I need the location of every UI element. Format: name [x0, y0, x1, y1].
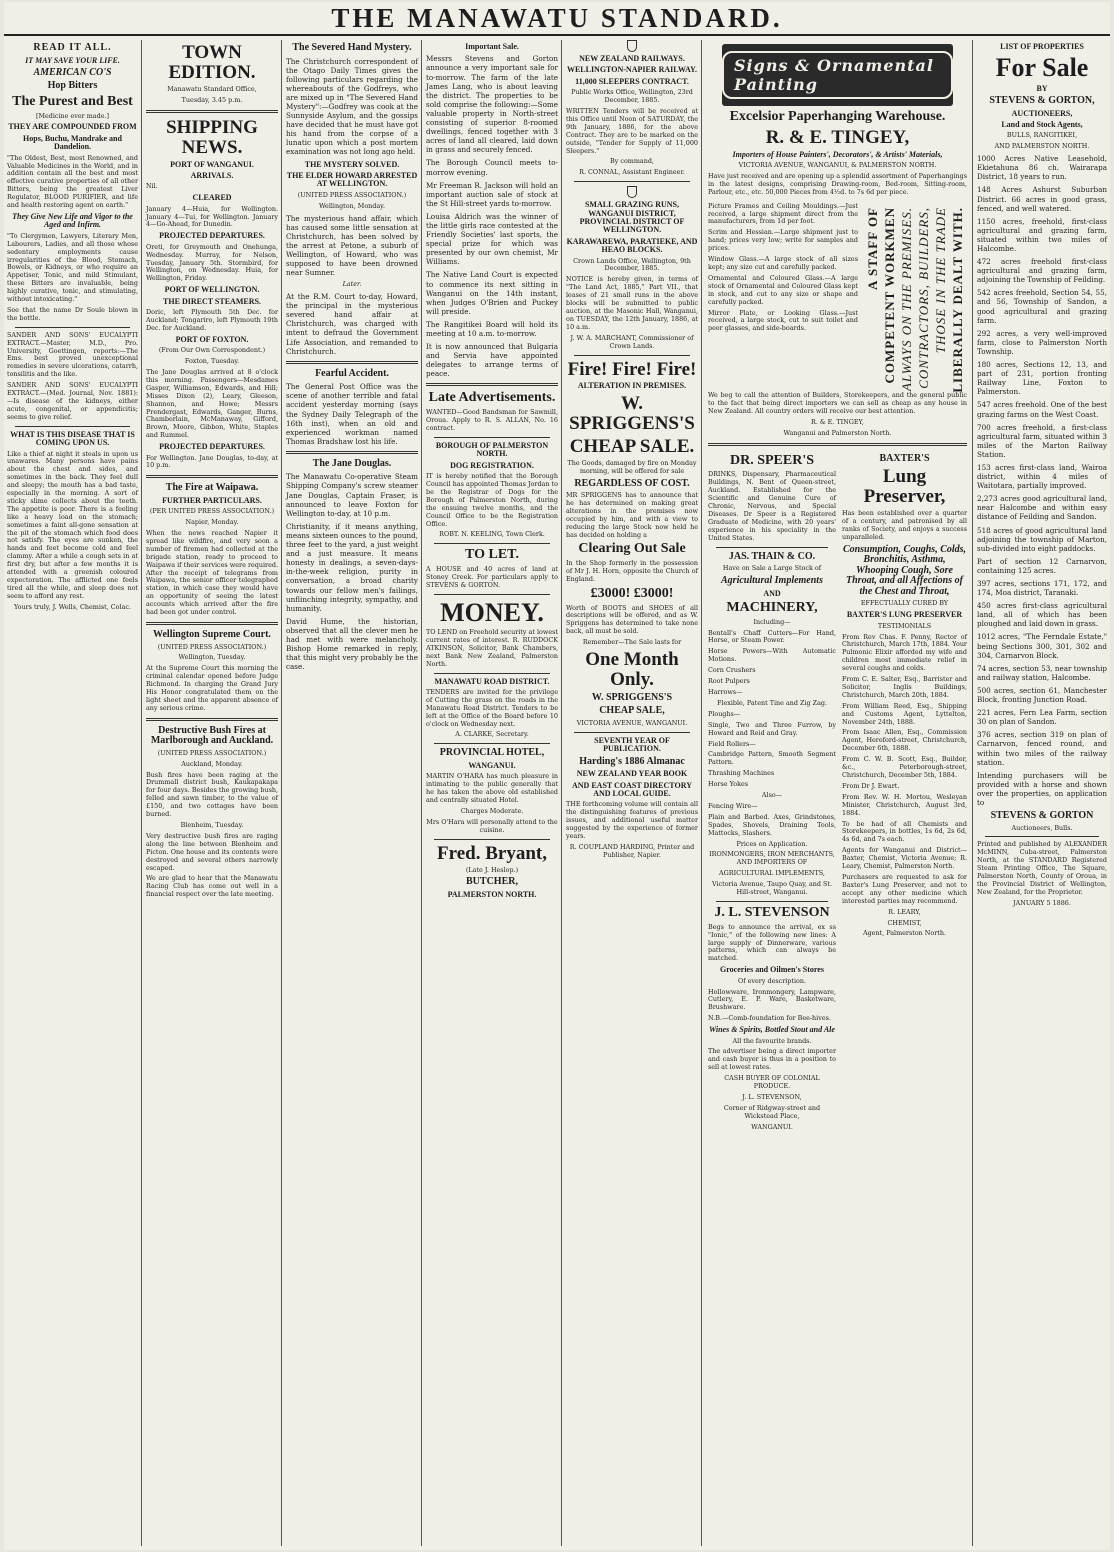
property-item: 74 acres, section 53, near township and railway station, Halcombe.: [977, 663, 1107, 682]
divider: [708, 443, 967, 446]
regardless-heading: REGARDLESS OF COST.: [574, 477, 690, 489]
bulgaria-item: It is now announced that Bulgaria and Servia have appointed delegates to arrange terms of peace.: [426, 342, 558, 379]
money-body: TO LEND on Freehold security at lowest current rates of interest. R. RUDDOCK ATKINSON, Solicitor, Bank Chambers, next Bank New Zealand, Palmerston North.: [426, 628, 558, 668]
list-of-properties-heading: LIST OF PROPERTIES: [1000, 42, 1084, 51]
stevenson-signature: J. L. STEVENSON,: [742, 1092, 802, 1101]
divider: [286, 361, 418, 364]
purchasers-line: Purchasers are requested to ask for Baxter's Lung Preserver, and not to accept any other medicine which interested parties may recommend.: [842, 872, 967, 905]
property-item: 518 acres of good agricultural land adjoining the township of Marton, sub-divided into eight paddocks.: [977, 525, 1107, 553]
ploughs-item: Ploughs—: [708, 709, 741, 718]
window-glass-item: Window Glass.—A large stock of all sizes kept; any size cut and carefully packed.: [708, 255, 858, 271]
tingey-body: Have just received and are opening up a splendid assortment of Paperhangings in the latest designs, comprising Drawing-room, Bed-room, Sitting-room, Parlour, etc., etc. 50,000 Pieces from 4½d. to 7s 6d per piece.: [708, 171, 967, 196]
column-1: [4, 40, 142, 1546]
sleepers-heading: 11,000 SLEEPERS CONTRACT.: [575, 76, 689, 86]
projected-body: Oreti, for Greymouth and Onehunga, Wednesday. Murray, for Nelson, Tuesday, January 5th. Stormbird, for Wellington, on Wednesday. Huia, for Wellington, Friday.: [146, 242, 278, 283]
horse-powers-item: Horse Powers—With Automatic Motions.: [708, 647, 836, 664]
alteration-heading: ALTERATION IN PREMISES.: [577, 381, 687, 391]
printer-imprint: Printed and published by ALEXANDER McMINN, Cuba-street, Palmerston North, at the STANDARD Registered Steam Printing Office, The Square, Palmerston North, County of Oroua, in the Provincial District of Wellington, New Zealand, for the Proprietor.: [977, 840, 1107, 896]
property-item: 1000 Acres Native Leasehold, Ekietahuna 86 ch. Wairarapa District, 18 years to run.: [977, 154, 1107, 182]
divider: [426, 383, 558, 386]
tingey-products: [708, 203, 967, 393]
property-item: 180 acres, Sections 12, 13, and part of 231, portion fronting Railway Line, Foxton to Palmerston.: [977, 360, 1107, 397]
projected-label: PROJECTED DEPARTURES.: [159, 231, 265, 241]
testimonials-label: TESTIMONIALS: [877, 621, 932, 630]
victoria-line: VICTORIA AVENUE, WANGANUI.: [576, 718, 688, 727]
spriggens-body: MR SPRIGGENS has to announce that he has determined on making great alterations in the premises now occupied by him, and with a view to reducing the large Stock now held he has decided on holding a: [566, 491, 698, 539]
divider: [146, 475, 278, 478]
property-item: 376 acres, section 319 on plan of Carnarvon, fenced round, and within two miles of the railway station.: [977, 730, 1107, 767]
property-item: Part of section 12 Carnarvon, containing 125 acres.: [977, 556, 1107, 575]
road-district-body: TENDERS are invited for the privilege of Cutting the grass on the roads in the Manawatu Road District. Tenders to be left at the Office of the Board before 10 o'clock on Wednesday next.: [426, 687, 558, 728]
hollowware-line: Hollowware, Ironmongery, Lampware, Cutlery, E. P. Ware, Basketware, Brushware.: [708, 987, 836, 1012]
provincial-hotel-town: WANGANUI.: [468, 760, 516, 770]
fire-fire-heading: Fire! Fire! Fire!: [567, 358, 697, 380]
jane-douglas-body: The Manawatu Co-operative Steam Shipping Company's screw steamer Jane Douglas, Captain Fraser, is announced to leave Foxton for Wellington to-day, at 10 p.m.: [286, 472, 418, 518]
eucalypti-ad-2: SANDER AND SONS' EUCALYPTI EXTRACT.—(Med. Journal, Nov. 1881):—Is disease of the kidneys, either acute, congenital, or appendicitis; seems to give relief.: [7, 381, 138, 421]
excelsior-heading: Excelsior Paperhanging Warehouse.: [729, 109, 946, 124]
tender-body: WRITTEN Tenders will be received at this Office until Noon of SATURDAY, the 9th January, 1886, for the above Contract. They are to be marked on the outside, "Tender for Supply of 11,000 Sleepers.": [566, 106, 698, 155]
consumption-heading: Consumption, Coughs, Colds, Bronchitis, Asthma, Whooping Cough, Sore Throat, and all Affections of the Chest and Throat,: [842, 543, 967, 597]
fencing-item: Fencing Wire—: [708, 801, 758, 810]
supreme-heading: Wellington Supreme Court.: [153, 629, 271, 641]
testimonial-1: From Rev Chas. F. Penny, Rector of Christchurch, March 17th, 1884. Your Pulmonic Elixir afforded my wife and children most immediate relief in several coughs and colds.: [842, 632, 967, 673]
arrested-body: The mysterious hand affair, which has caused some little sensation at Christchurch, has been solved by the arrest at Petone, a suburb of Wellington, of Howard, who was supposed to have been drowned near Sumner.: [286, 213, 418, 278]
mystery-solved-heading: THE MYSTERY SOLVED.: [304, 159, 400, 169]
agents-line: Agents for Wanganui and District—Baxter, Chemist, Victoria Avenue; R. Leary, Chemist, Palmerston North.: [842, 846, 967, 871]
borough-pn-heading: BOROUGH OF PALMERSTON NORTH.: [435, 440, 549, 459]
dog-registration-signature: ROBT. N. KEELING, Town Clerk.: [439, 530, 545, 539]
stevenson-body: Begs to announce the arrival, ex ss "Ionic," of the following new lines: A large supply of Dinnerware, various patterns, which can always be matched.: [708, 922, 836, 963]
bush-fires-heading: Destructive Bush Fires at Marlborough and Auckland.: [150, 724, 274, 747]
arrested-date: Wellington, Monday.: [319, 201, 385, 210]
provincial-hotel-cuisine: Mrs O'Hara will personally attend to the cuisine.: [426, 817, 558, 834]
vertical-line-2: COMPETENT WORKMEN: [881, 206, 897, 384]
purest-heading: The Purest and Best: [12, 93, 133, 109]
vertical-line-3: ALWAYS ON THE PREMISES.: [898, 206, 914, 391]
bulls-line: BULLS, RANGITIKEI,: [1006, 131, 1078, 140]
direct-steamers-label: THE DIRECT STEAMERS.: [163, 296, 261, 306]
racing-club-item: We are glad to hear that the Manawatu Racing Club has come out well in a financial respect over the late meeting.: [146, 874, 278, 899]
property-item: 547 acres freehold. One of the best grazing farms on the West Coast.: [977, 400, 1107, 419]
important-sale-heading: Important Sale.: [465, 42, 519, 51]
wanted-ad: WANTED—Good Bandsman for Sawmill, Oroua. Apply to R. S. ALLAN, No. 16 contract.: [426, 408, 558, 432]
to-be-had-line: To be had of all Chemists and Storekeepers, in bottles, 1s 6d, 2s 6d, 4s 6d, and 7s each.: [842, 819, 967, 844]
masthead: [4, 2, 1110, 36]
column-7: [974, 40, 1110, 1546]
property-item: 292 acres, a very well-improved farm, close to Palmerston North Township.: [977, 328, 1107, 356]
ironmongers-line: IRONMONGERS, IRON MERCHANTS, AND IMPORTERS OF: [709, 850, 835, 867]
supreme-press: (UNITED PRESS ASSOCIATION.): [157, 642, 267, 651]
effectually-line: EFFECTUALLY CURED BY: [860, 599, 949, 608]
office-line: Manawatu Standard Office,: [167, 84, 257, 93]
worth-body: Worth of BOOTS and SHOES of all descriptions will be offered, and as W. Spriggens has determined to take none back, all must be sold.: [566, 603, 698, 636]
supreme-date: Wellington, Tuesday.: [178, 653, 246, 662]
late-ads-heading: Late Advertisements.: [428, 390, 556, 406]
lung-preserver-heading: Lung Preserver,: [863, 466, 946, 508]
clearing-sale-heading: Clearing Out Sale: [578, 541, 686, 557]
supreme-body: At the Supreme Court this morning the criminal calendar opened before Judge Richmond. In charging the Grand Jury His Honor congratulated them on the light sheet and the apparent absence of any serious crime.: [146, 664, 278, 712]
divider: [286, 451, 418, 454]
port-foxton: PORT OF FOXTON.: [175, 334, 249, 344]
fire-press: (PER UNITED PRESS ASSOCIATION.): [149, 507, 275, 516]
borough-item: The Borough Council meets to-morrow evening.: [426, 158, 558, 177]
mirror-plate-item: Mirror Plate, or Looking Glass.—Just received, a large stock, cut to suit toilet and peer glasses, and side-boards.: [708, 308, 858, 333]
hume-item: David Hume, the historian, observed that all the clever men he had met with were melancholy. Bishop Home remarked in reply, that this might very probably be the case.: [286, 616, 418, 672]
divider: [716, 547, 828, 548]
comb-foundation-line: N.B.—Comb-foundation for Bee-hives.: [708, 1014, 831, 1023]
fire-date: Napier, Monday.: [185, 518, 239, 527]
severed-hand-heading: The Severed Hand Mystery.: [292, 42, 412, 53]
later-body: At the R.M. Court to-day, Howard, the principal in the mysterious severed hand affair at Christchurch, was charged with intent to defraud the Government Life Association, and remanded to Christchurch.: [286, 292, 418, 356]
read-it-heading: READ IT ALL.: [33, 42, 112, 53]
property-item: 450 acres first-class agricultural land, all of which has been ploughed and laid down in grass.: [977, 601, 1107, 629]
cheap-sale-heading: CHEAP SALE.: [569, 435, 695, 457]
to-let-body: A HOUSE and 40 acres of land at Stoney Creek. For particulars apply to STEVENS & GORTON.: [426, 565, 558, 589]
bentall-item: Bentall's Chaff Cutters—For Hand, Horse, or Steam Power.: [708, 628, 836, 645]
marchant-signature: J. W. A. MARCHANT, Commissioner of Crown Lands.: [570, 333, 694, 350]
fred-bryant-heading: Fred. Bryant,: [437, 842, 547, 864]
harding-body: THE forthcoming volume will contain all the distinguishing features of previous issues, and additional useful matter suggested by the experience of former years.: [566, 800, 698, 840]
testimonial-5: From C. W. B. Scott, Esq., Builder, &c., Peterborough-street, Christchurch, December 5th, 1884.: [842, 755, 967, 779]
divider: [15, 426, 130, 427]
tingey-product-list: [708, 203, 858, 393]
column-6: [703, 40, 973, 1546]
property-item: 700 acres freehold, a first-class agricultural farm, situated within 3 miles of the Marton Railway Station.: [977, 422, 1107, 459]
jane-douglas-heading: The Jane Douglas.: [312, 457, 392, 469]
leary-signature: R. LEARY,: [888, 907, 921, 916]
butcher-label: BUTCHER,: [466, 876, 518, 888]
foxton-correspondent: (From Our Own Correspondent.): [158, 346, 266, 355]
provincial-hotel-heading: PROVINCIAL HOTEL,: [439, 747, 545, 759]
agri-implements-line: AGRICULTURAL IMPLEMENTS,: [719, 869, 825, 878]
fearful-accident-body: The General Post Office was the scene of another terrible and fatal accident yesterday morning (says the Sydney Daily Telegraph of the 16th inst), when an old and experienced workman named Thomas Bradshaw lost his life.: [286, 382, 418, 446]
agri-implements-heading: Agricultural Implements: [721, 575, 823, 587]
thain-stock-line: Have on Sale a Large Stock of: [722, 564, 822, 573]
corn-crushers-item: Corn Crushers: [708, 666, 756, 675]
stevens-gorton-signature: STEVENS & GORTON: [990, 810, 1094, 822]
testimonial-7: From Rev. W. H. Mortou, Wesleyan Minister, Christchurch, August 3rd, 1884.: [842, 792, 967, 817]
tingey-address: VICTORIA AVENUE, WANGANUI, & PALMERSTON NORTH.: [738, 161, 937, 170]
disease-heading: WHAT IS THIS DISEASE THAT IS COMING UPON US.: [10, 429, 135, 448]
foxton-body: The Jane Douglas arrived at 8 o'clock this morning. Passengers—Mesdames Gasper, Williamson, Edwards, and Hill; Misses Dixon (2), Leary, Gleeson, Shannon, and Howe; Messrs Prendergast, Edwards, Ganger, Burns, Chamberlain, McManaway, Gifford, Brown, Moore, Gibbon, White, Staples and Rummel.: [146, 367, 278, 440]
machinery-heading: MACHINERY,: [726, 599, 818, 615]
aldrich-item: Louisa Aldrich was the winner of the little girls race contested at the Friendly Societies' last sports, the special prize for which was presented by our own chemist, Mr Williams.: [426, 211, 558, 267]
property-item: 221 acres, Fern Lea Farm, section 30 on plan of Sandon.: [977, 708, 1107, 727]
shop-line: In the Shop formerly in the possession of Mr J. H. Horn, opposite the Church of England.: [566, 559, 698, 583]
blenheim-body: Very destructive bush fires are raging along the line between Blenheim and Picton. One house and its contents were destroyed and several others narrowly escaped.: [146, 831, 278, 872]
property-item: 397 acres, sections 171, 172, and 174, Moa district, Taranaki.: [977, 579, 1107, 598]
divider: [574, 181, 690, 182]
divider: [716, 901, 828, 902]
hop-bitters-body: "The Oldest, Best, most Renowned, and Valuable Medicines in the World, and in addition contain all the best and most effective curative properties of all other Bitters, being the greatest Liver Regulator, BLOOD PURIFIER, and life and health restoring agent on earth.": [7, 153, 138, 210]
new-life-heading: They Give New Life and Vigor to the Aged and Infirm.: [12, 212, 133, 230]
crown-lands-body: NOTICE is hereby given, in terms of "The Land Act, 1885," Part VII., that leases of 21 small runs in the above blocks will be submitted to public auction, at the Masonic Hall, Wanganui, on TUESDAY, the 12th January, 1886, at 10 a.m.: [566, 275, 698, 331]
picture-frames-item: Picture Frames and Ceiling Mouldings.—Just received, a large shipment direct from the manufacturers, from 1d per foot.: [708, 201, 858, 226]
column-3: [283, 40, 422, 1546]
harrows-item: Harrows—: [708, 687, 743, 696]
seventh-year-heading: SEVENTH YEAR OF PUBLICATION.: [594, 735, 670, 754]
goods-damaged-line: The Goods, damaged by fire on Monday morning, will be offered for sale: [567, 458, 697, 475]
fred-bryant-place: PALMERSTON NORTH.: [447, 889, 537, 899]
nz-railways-heading: NEW ZEALAND RAILWAYS.: [579, 54, 685, 63]
divider: [434, 743, 550, 744]
newspaper-page: [4, 2, 1110, 1550]
dog-registration-heading: DOG REGISTRATION.: [450, 460, 534, 470]
attention-body: We beg to call the attention of Builders, Storekeepers, and the general public to the fact that being direct importers we can sell as cheap as any house in New Zealand. All country orders will receive our best attention.: [708, 391, 967, 416]
tingey-places: Wanganui and Palmerston North.: [783, 428, 892, 437]
threshing-item: Thrashing Machines: [708, 769, 775, 778]
for-sale-heading: For Sale: [995, 53, 1089, 83]
compounded-line: THEY ARE COMPOUNDED FROM: [8, 122, 137, 132]
native-court-item: The Native Land Court is expected to commence its next sitting in Wanganui on the 14th instant, when Judges O'Brien and Puckey will preside.: [426, 270, 558, 316]
column-2: [143, 40, 282, 1546]
soule-notice: See that the name Dr Soule blown in the bottle.: [7, 305, 138, 322]
divider: [434, 543, 550, 544]
stevenson-heading: J. L. STEVENSON: [714, 905, 830, 920]
blenheim-date: Blenheim, Tuesday.: [180, 821, 244, 830]
hop-bitters-heading: Hop Bitters: [47, 80, 98, 92]
bush-body: Bush fires have been raging at the Drummall district bush, Kaukapakapa for four days. Besides the growing bush, felled and sawn timber, to the value of £150, and two cottages have been burned.: [146, 770, 278, 819]
masthead-title: THE MANAWATU STANDARD.: [331, 3, 783, 33]
testimonial-4: From Isaac Allen, Esq., Commission Agent, Hereford-street, Christchurch, December 6th, 1888.: [842, 728, 967, 753]
vertical-line-6: LIBERALLY DEALT WITH.: [950, 206, 966, 393]
field-rollers-item: Field Rollers—: [708, 739, 756, 748]
property-item: 500 acres, section 61, Manchester Block, fronting Junction Road.: [977, 685, 1107, 705]
year-book-heading: NEW ZEALAND YEAR BOOK: [576, 769, 688, 779]
harding-signature: R. COUPLAND HARDING, Printer and Publisher, Napier.: [569, 842, 695, 859]
harding-heading: Harding's 1886 Almanac: [579, 755, 685, 767]
property-item: 542 acres freehold, Section 54, 55, and 56, Township of Sandon, a good agricultural and grazing farm.: [977, 288, 1107, 325]
cleared-label: CLEARED: [192, 193, 232, 203]
spriggens-heading-2: W. SPRIGGENS'S: [591, 691, 673, 703]
port-wanganui: PORT OF WANGANUI.: [170, 159, 254, 169]
divider: [146, 718, 278, 721]
imprint-date: JANUARY 5 1886.: [1013, 898, 1071, 907]
divider: [434, 673, 550, 674]
property-item: 1012 acres, "The Ferndale Estate," being Sections 300, 301, 302 and 304, Carnarvon Block.: [977, 632, 1107, 660]
by-command: By command,: [610, 157, 654, 166]
shipping-heading: SHIPPING NEWS.: [166, 116, 258, 158]
thain-address: Victoria Avenue, Taupo Quay, and St. Hill-street, Wanganui.: [712, 880, 832, 897]
testimonial-3: From William Reed, Esq., Shipping and Customs Agent, Lyttelton, November 24th, 1888.: [842, 701, 967, 726]
severed-hand-body: The Christchurch correspondent of the Otago Daily Times gives the following particulars regarding the whereabouts of the Godfreys, who are mixed up in "The Severed Hand Mystery":—Godfrey was cook at the Sunnyside Asylum, and the gossips have decided that he must have got his hand from the corpse of a lunatic upon which a post mortem examination was not long ago held.: [286, 56, 418, 157]
direct-steamers-body: Doric, left Plymouth 5th Dec. for Auckland; Tongariro, left Plymouth 19th Dec. for Auckland.: [146, 308, 278, 332]
blocks-heading: KARAWAREWA, PARATIEKE, AND HEAO BLOCKS.: [566, 236, 698, 255]
vertical-line-5: THOSE IN THE TRADE: [933, 206, 949, 353]
vertical-line-1: A STAFF OF: [864, 206, 880, 290]
also-line: Also—: [761, 791, 783, 800]
ploughs-detail: Single, Two and Three Furrow, by Howard and Reid and Gray.: [708, 720, 836, 737]
palmerston-line: AND PALMERSTON NORTH.: [994, 142, 1090, 151]
pounds-heading: £3000! £3000!: [590, 585, 674, 601]
column-4: [423, 40, 562, 1546]
fencing-detail: Plain and Barbed. Axes, Grindstones, Spades, Shovels, Draining Tools, Mattocks, Slashers.: [708, 812, 836, 837]
property-item: 148 Acres Ashurst Suburban District. 66 acres in good grass, fenced, and well watered.: [977, 185, 1107, 213]
eucalypti-ad-1: SANDER AND SONS' EUCALYPTI EXTRACT.—Master, M.D., Pro. University, Goettingen, reports:—The Ems. best proved unexceptional remedies in severe ulcerations, catarrh, tonsilitis and the like.: [7, 330, 138, 379]
crest-icon: [627, 186, 637, 198]
fearful-accident-heading: Fearful Accident.: [315, 367, 389, 379]
crest-icon: [627, 40, 637, 52]
port-wellington: PORT OF WELLINGTON.: [164, 285, 260, 295]
field-rollers-detail: Cambridge Pattern, Smooth Segment Pattern.: [708, 750, 836, 767]
prices-line: Prices on Application.: [736, 839, 808, 848]
divider: [15, 327, 130, 328]
scrim-item: Scrim and Hessian.—Large shipment just to hand; prices very low; write for samples and prices.: [708, 228, 858, 253]
arrested-heading: THE ELDER HOWARD ARRESTED AT WELLINGTON.: [286, 170, 418, 189]
projected-label-2: PROJECTED DEPARTURES.: [159, 442, 265, 452]
signwriting-banner: [722, 44, 953, 106]
grazing-runs-heading: SMALL GRAZING RUNS, WANGANUI DISTRICT, PROVINCIAL DISTRICT OF WELLINGTON.: [579, 200, 685, 235]
by-label: BY: [1036, 83, 1048, 93]
east-coast-heading: AND EAST COAST DIRECTORY AND LOCAL GUIDE.: [572, 780, 692, 798]
vertical-notice: [864, 203, 967, 393]
and-line: AND: [763, 588, 781, 598]
groceries-heading: Groceries and Oilmen's Stores: [720, 965, 824, 975]
divider: [434, 839, 550, 840]
cheap-sale-heading-2: CHEAP SALE,: [599, 705, 665, 717]
cash-buyer-line: CASH BUYER OF COLONIAL PRODUCE.: [724, 1074, 820, 1091]
fred-bryant-late: (Late J. Heslop.): [465, 865, 519, 874]
testimonial-2: From C. E. Salter, Esq., Barrister and Solicitor, Inglis Buildings, Christchurch, March 20th, 1884.: [842, 675, 967, 699]
divider: [574, 732, 690, 733]
foxton-date: Foxton, Tuesday.: [184, 357, 240, 366]
property-item: 1150 acres, freehold, first-class agricultural and grazing farm, situated within two miles of Halcombe.: [977, 216, 1107, 254]
crown-lands-line: Crown Lands Office, Wellington, 9th December, 1885.: [573, 256, 691, 273]
baxter-lp-heading: BAXTER'S LUNG PRESERVER: [846, 610, 963, 620]
lower-left: [708, 451, 836, 1135]
arrivals-label: ARRIVALS.: [190, 170, 234, 180]
one-month-heading: One Month Only.: [585, 649, 679, 690]
later-label: Later.: [342, 280, 362, 289]
road-district-signature: A. CLARKE, Secretary.: [455, 730, 529, 739]
baxter-intro: Has been established over a quarter of a century, and patronised by all ranks of Society, and enjoys a success unparalleled.: [842, 509, 967, 541]
divider: [146, 622, 278, 625]
importers-line: Importers of House Painters', Decorators', & Artists' Materials,: [732, 149, 943, 159]
column-5: [563, 40, 702, 1546]
thain-heading: JAS. THAIN & CO.: [728, 550, 816, 562]
property-item: 2,273 acres good agricultural land, near Halcombe and within easy distance of Feilding and Sandon.: [977, 494, 1107, 522]
disease-signature: Yours truly, J. Wells, Chemist, Colac.: [14, 602, 131, 611]
divider: [985, 836, 1099, 837]
provincial-hotel-charges: Charges Moderate.: [460, 806, 524, 815]
arrested-press: (UNITED PRESS ASSOCIATION.): [297, 190, 407, 199]
christianity-item: Christianity, if it means anything, means sixteen ounces to the pound, three feet to the yard, a just weight and a just measure. It means honesty in dealings, a seven-days-in-the-week religion, purity in conversation, a broad charity towards our fellow men's failings, unflinching integrity, sympathy, and humanity.: [286, 521, 418, 613]
dr-speer-body: DRINKS, Dispensary, Pharmaceutical Buildings, N. Bent of Queen-street, Auckland. Established for the Scientific and Genuine Cure of Chronic, Nervous, and Special Diseases. Dr Speer is a Registered Graduate of Medicine, with 20 years' experience in his speciality in the United States.: [708, 470, 836, 542]
lower-right: [842, 451, 967, 1135]
remember-line: Remember—The Sale lasts for: [582, 638, 682, 647]
money-heading: MONEY.: [440, 597, 544, 627]
vertical-line-4: CONTRACTORS, BUILDERS,: [916, 206, 932, 389]
divider: [146, 110, 278, 113]
baxter-heading: BAXTER'S: [879, 452, 930, 464]
intending-purchasers: Intending purchasers will be provided with a horse and shown over the properties, on application to: [977, 770, 1107, 807]
stevenson-place: WANGANUI.: [751, 1122, 793, 1131]
property-item: 153 acres first-class land, Wairoa district, within 4 miles of Waitotara, partially improved.: [977, 462, 1107, 491]
american-heading: AMERICAN CO'S: [33, 66, 112, 78]
signwriting-banner-text: Signs & Ornamental Painting: [722, 51, 953, 99]
wn-railway-heading: WELLINGTON-NAPIER RAILWAY.: [566, 65, 698, 75]
stevenson-address: Corner of Ridgway-street and Wickstead Place,: [723, 1103, 821, 1120]
lower-split: [708, 451, 967, 1135]
road-district-heading: MANAWATU ROAD DISTRICT.: [434, 676, 550, 686]
important-sale-body: Messrs Stevens and Gorton announce a very important sale for to-morrow. The farm of the late James Lang, who is about leaving the district. The properties to be sold comprise the following:—Some valuable property in North-street consisting of superior 8-roomed dwellings, fenced together with 3 acres of land all cleared, laid down in grass and securely fenced.: [426, 54, 558, 155]
pwo-line: Public Works Office, Wellington, 23rd December, 1885.: [571, 88, 693, 105]
root-pulpers-item: Root Pulpers: [708, 677, 750, 686]
hops-line: Hops, Buchu, Mandrake and Dandelion.: [23, 133, 122, 152]
provincial-hotel-body: MARTIN O'HARA has much pleasure in intimating to the public generally that he has taken the above old established and centrally situated Hotel.: [426, 772, 558, 804]
every-description: Of every description.: [737, 976, 807, 985]
disease-body: Like a thief at night it steals in upon us unawares. Many persons have pains about the chest and sides, and sometimes in the back. They feel dull and sleepy; the mouth has a bad taste, especially in the morning. A sort of sticky slime collects about the teeth. The appetite is poor. There is a feeling like a heavy load on the stomach; sometimes a faint all-gone sensation at the pit of the stomach which food does not satisfy. The eyes are sunken, the hands and feet become cold and feel clammy. After a while a cough sets in at first dry, but after a few months it is attended with a greenish coloured expectoration. The afflicted one feels tired all the while, and sleep does not seem to afford any rest.: [7, 449, 138, 600]
projected-body-2: For Wellington. Jane Douglas, to-day, at 10 p.m.: [146, 453, 278, 470]
divider: [574, 355, 690, 356]
stevens-gorton-heading: STEVENS & GORTON,: [989, 95, 1095, 107]
town-edition-heading: TOWN EDITION.: [168, 42, 256, 83]
chemist-label: CHEMIST,: [887, 918, 922, 927]
direct-importer-line: The advertiser being a direct importer and cash buyer is thus in a position to sell at lowest rates.: [708, 1047, 836, 1072]
property-item: 472 acres freehold first-class agricultural and grazing farm, adjoining the Township of Feilding.: [977, 257, 1107, 285]
cleared-body: January 4—Huia, for Wellington. January 4—Tui, for Wellington. January 4—Go-Ahead, for Dunedin.: [146, 204, 278, 229]
rangitikei-item: The Rangitikei Board will hold its meeting at 10 a.m. to-morrow.: [426, 319, 558, 339]
ornamental-glass-item: Ornamental and Coloured Glass.—A large stock of Ornamental and Coloured Glass kept in stock, and cut to any size or shape and carefully packed.: [708, 273, 858, 306]
auctioneers-label: AUCTIONEERS,: [1011, 108, 1073, 118]
edition-time: Tuesday, 3.45 p.m.: [181, 95, 243, 104]
harrows-detail: Flexible, Patent Tine and Zig Zag.: [716, 698, 828, 707]
fire-subheading: FURTHER PARTICULARS.: [162, 495, 262, 505]
connal-signature: R. CONNAL, Assistant Engineer.: [579, 168, 685, 177]
divider: [434, 437, 550, 438]
medicine-line: [Medicine ever made.]: [35, 111, 110, 120]
wines-detail: All the favourite brands.: [732, 1036, 812, 1045]
including-line: Including—: [753, 617, 791, 626]
auctioneers-bulls: Auctioneers, Bulls.: [1011, 823, 1073, 832]
spriggens-heading: W. SPRIGGENS'S: [569, 392, 695, 434]
land-stock-label: Land and Stock Agents,: [1001, 119, 1083, 129]
wines-heading: Wines & Spirits, Bottled Stout and Ale: [709, 1025, 835, 1035]
to-let-heading: TO LET.: [465, 547, 519, 563]
hop-bitters-body-2: "To Clergymen, Lawyers, Literary Men, Labourers, Ladies, and all those whose sedentary employments cause irregularities of the Blood, Stomach, Bowels, or Kidneys, or who require an Appetiser, Tonic, and mild Stimulant, these Bitters are invaluable, being highly curative, tonic, and stimulating, without intoxicating.": [7, 231, 138, 304]
arrivals-value: Nil.: [146, 182, 158, 191]
auction-item: Mr Freeman R. Jackson will hold an important auction sale of stock at the St Hill-street yards to-morrow.: [426, 180, 558, 208]
bush-press: (UNITED PRESS ASSOCIATION.): [157, 748, 267, 757]
save-life-heading: IT MAY SAVE YOUR LIFE.: [25, 55, 120, 65]
fire-body: When the news reached Napier it spread like wildfire, and very soon a number of firemen had collected at the brigade station, ready to proceed to Waipawa if their services were required. After the receipt of telegrams from Waipawa, the senior officer telegraphed station, in which case they would have an opportunity of seeing the latest accounts which arrived after the fire had been got under control.: [146, 529, 278, 617]
tingey-heading: R. & E. TINGEY,: [765, 126, 910, 148]
horse-yokes-item: Horse Yokes: [708, 780, 749, 789]
tingey-signature: R. & E. TINGEY,: [811, 417, 864, 426]
bush-date: Auckland, Monday.: [181, 759, 243, 768]
testimonial-6: From Dr J. Ewart.: [842, 781, 900, 790]
fire-heading: The Fire at Waipawa.: [165, 482, 259, 494]
leary-agent: Agent, Palmerston North.: [862, 929, 947, 938]
divider: [434, 594, 550, 595]
dog-registration-body: IT is hereby notified that the Borough Council has appointed Thomas Jordan to be the Registrar of Dogs for the Borough of Palmerston North, during the ensuing twelve months, and the Council Office to be the Registration Office.: [426, 472, 558, 528]
dr-speer-heading: DR. SPEER'S: [729, 452, 815, 468]
